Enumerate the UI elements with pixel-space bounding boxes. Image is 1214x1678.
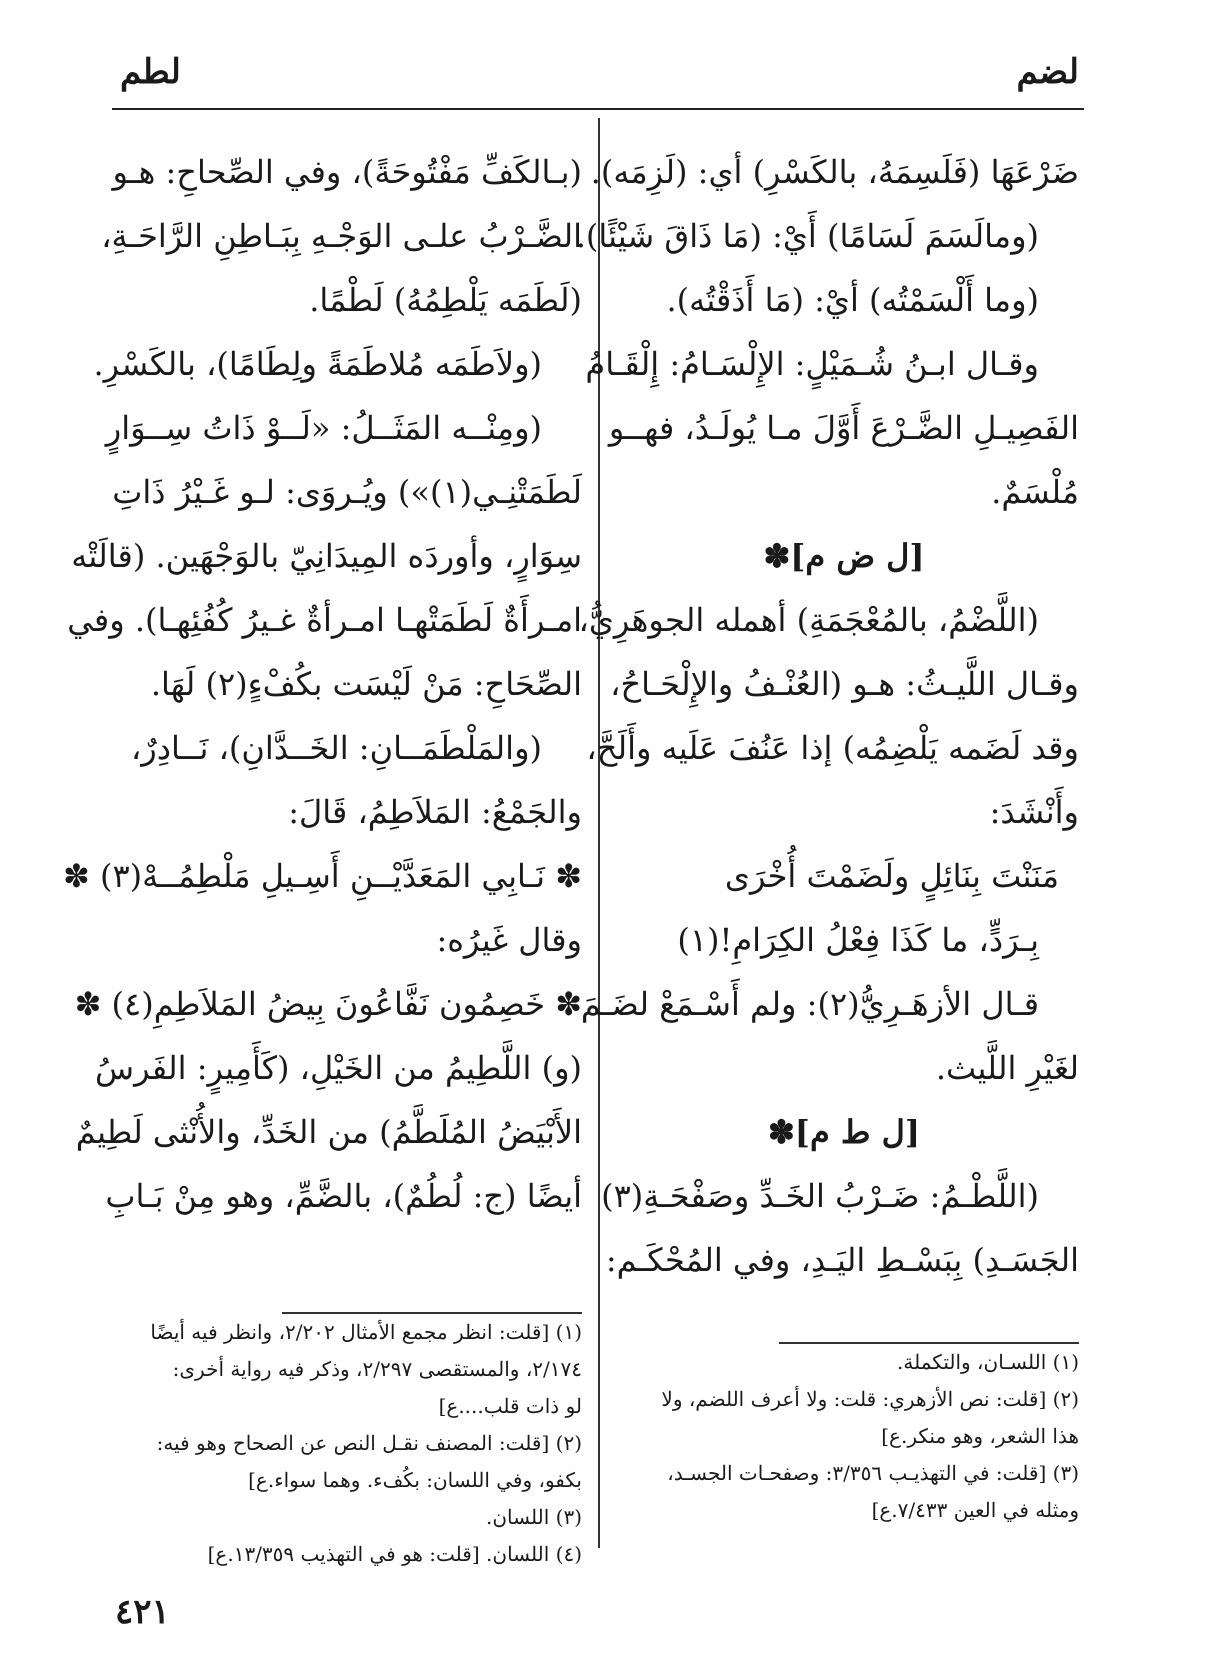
text-line: مُلْسَمٌ. [991,473,1079,511]
page-number: ٤٢١ [115,1592,170,1632]
text-line: الضَّـرْبُ علـى الوَجْـهِ بِبَـاطِنِ الرَّاحَـةِ، [101,217,582,255]
verse-line: ✽ نَـابِي المَعَدَّيْــنِ أَسِـيلِ مَلْطِمُــهْ(٣) ✽ [63,857,582,895]
verse-line: ✽ خَصِمُون نَفَّاعُونَ بِيضُ المَلاَطِمِ(٤) ✽ [74,985,582,1023]
entry-heading: [ل ط م]✽ [767,1113,921,1151]
text-line: لغَيْرِ اللَّيث. [935,1049,1079,1087]
text-line: وقـال اللَّيـثُ: هـو (العُنْـفُ والإِلْحَـاحُ، [610,665,1079,703]
text-line: وأَنْشَدَ: [989,793,1079,831]
entry-heading: [ل ض م]✽ [763,537,925,575]
text-line: (وما أَلْسَمْتُه) أيْ: (مَا أَذَقْتُه). [666,281,1039,319]
verse-line: مَنَنْتَ بِنَائِلٍ ولَضَمْتَ أُخْرَى [724,857,1059,895]
text-line: (لَطَمَه يَلْطِمُهُ) لَطْمًا. [309,281,582,319]
text-line: وقد لَضَمه يَلْضِمُه) إذا عَنُفَ عَلَيه وأَلَحَّ، [586,729,1079,767]
right-footnotes [609,1342,1079,1529]
text-line: الصِّحَاحِ: مَنْ لَيْسَت بكُفْءٍ(٢) لَهَا. [150,665,582,703]
footnote-line: (٣) [قلت: في التهذيـب ٣/٣٥٦: وصفحـات الجسـد، [667,1461,1079,1485]
footnote-line: (١) اللسـان، والتكملة. [897,1350,1079,1374]
text-line: (ومِنْــه المَثَــلُ: «لَــوْ ذَاتُ سِــوَارٍ [105,409,542,447]
footnote-line: بكفو، وفي اللسان: بكُفء. وهما سواء.ع] [248,1468,582,1492]
running-head-left: لطم [120,52,181,92]
text-line: قـال الأزهَـرِيُّ(٢): ولم أَسْـمَعْ لضَـمَ [580,985,1039,1023]
footnote-line: (٤) اللسان. [قلت: هو في التهذيب ١٣/٣٥٩.ع] [207,1542,582,1566]
text-line: (و) اللَّطِيمُ من الخَيْلِ، (كَأَمِيرٍ: الفَرسُ [95,1049,582,1087]
text-line: (ومالَسَمَ لَسَامًا) أَيْ: (مَا ذَاقَ شَيْئًا). [575,217,1039,255]
text-line: أيضًا (ج: لُطُمٌ)، بالضَّمِّ، وهو مِنْ بَـابِ [105,1177,582,1215]
header-rule [112,108,1084,110]
right-column-text [575,140,1079,1292]
text-line: (اللَّطْـمُ: ضَـرْبُ الخَـدِّ وصَفْحَـةِ(٣) [601,1177,1039,1215]
text-line: ضَرْعَهَا (فَلَسِمَهُ، بالكَسْرِ) أي: (لَزِمَه). [590,153,1079,191]
text-line: الأَبْيَضُ المُلَطَّمُ) من الخَدِّ، والأُنْثى لَطِيمٌ [75,1113,582,1151]
text-line: وقال غَيرُه: [436,921,582,959]
text-line: (والمَلْطَمَــانِ: الخَــدَّانِ)، نَــادِرٌ، [130,729,542,767]
text-line: الجَسَـدِ) بِبَسْـطِ اليَـدِ، وفي المُحْكَـم: [605,1241,1079,1279]
footnote-line: ومثله في العين ٧/٤٣٣.ع] [871,1498,1079,1522]
text-line: وقـال ابـنُ شُـمَيْلٍ: الإِلْسَـامُ: إِلْقَـامُ [585,345,1039,383]
left-footnotes [112,1312,582,1573]
left-column-text [63,140,582,1228]
footnote-line: (٢) [قلت: المصنف نقـل النص عن الصحاح وهو فيه: [156,1431,582,1455]
text-line: لَطَمَتْنِـي(١)») ويُـروَى: لـو غَـيْرُ ذَاتِ [112,473,582,511]
text-line: (ولاَطَمَه مُلاطَمَةً ولِطَامًا)، بالكَسْرِ. [93,345,542,383]
text-line: امـرأَةٌ لَطَمَتْهـا امـرأةٌ غـيرُ كُفُئِهـا). وفي [67,601,582,639]
footnote-line: هذا الشعر، وهو منكر.ع] [881,1424,1079,1448]
footnote-line: (٢) [قلت: نص الأزهري: قلت: ولا أعرف اللضم، ولا [661,1387,1079,1411]
text-line: (بـالكَفِّ مَفْتُوحَةً)، وفي الصِّحاحِ: هـو [112,153,582,191]
text-line: (اللَّضْمُ، بالمُعْجَمَةِ) أهمله الجوهَرِيُّ، [578,601,1039,639]
running-head-right: لضم [1016,52,1079,92]
verse-line: بِـرَدٍّ، ما كَذَا فِعْلُ الكِرَامِ!(١) [677,921,1039,959]
footnote-line: (١) [قلت: انظر مجمع الأمثال ٢/٢٠٢، وانظر فيه أيضًا [150,1320,582,1344]
right-column [575,140,1079,1522]
text-line: الفَصِيـلِ الضَّـرْعَ أَوَّلَ مـا يُولَـدُ، فهــو [608,409,1079,447]
left-column [63,140,582,1566]
text-line: سِوَارٍ، وأوردَه المِيدَانِيّ بالوَجْهَين. (قالَتْه [71,537,582,575]
footnote-line: ٢/١٧٤، والمستقصى ٢/٢٩٧، وذكر فيه رواية أخرى: [172,1357,582,1381]
text-line: والجَمْعُ: المَلاَطِمُ، قَالَ: [288,793,582,831]
footnote-line: (٣) اللسان. [486,1505,582,1529]
footnote-line: لو ذات قلب....ع] [438,1394,582,1418]
